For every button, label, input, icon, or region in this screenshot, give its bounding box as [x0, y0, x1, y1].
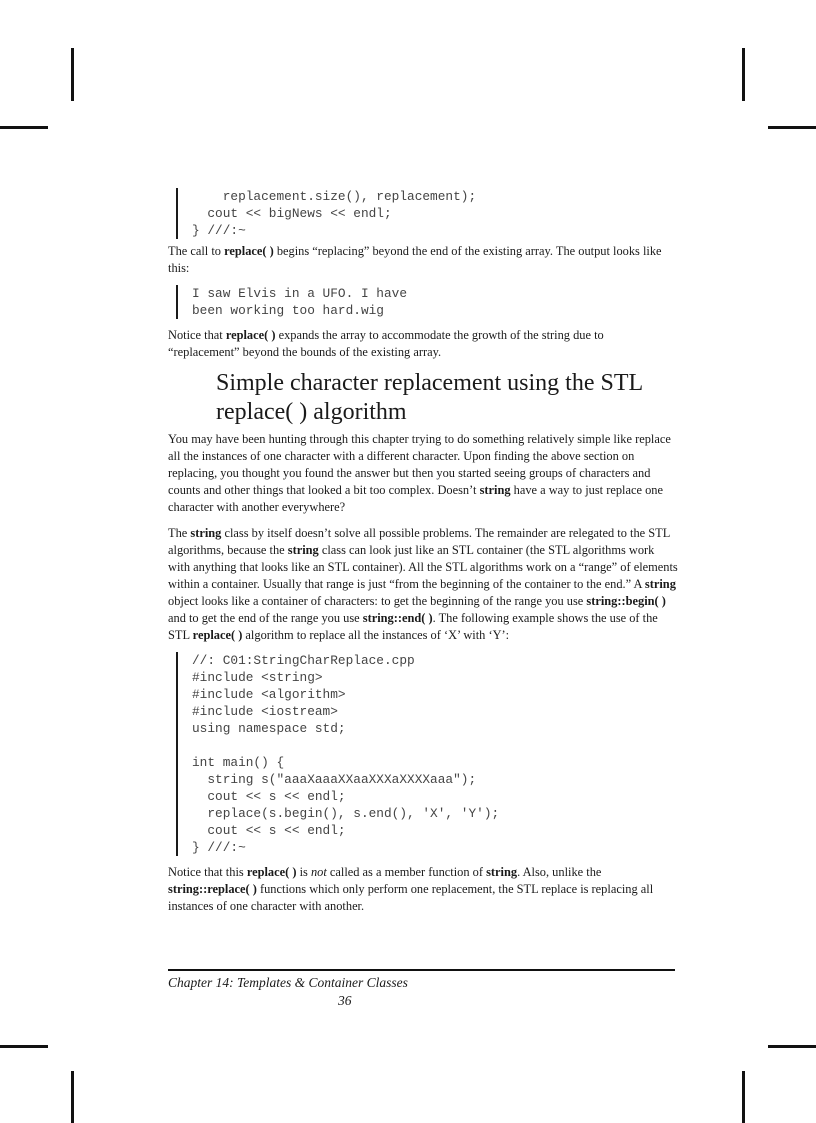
code-block-continuation: [176, 188, 678, 239]
code-line: } ///:~: [192, 223, 246, 238]
code-line: cout << s << endl;: [192, 789, 346, 804]
code-line: cout << s << endl;: [192, 823, 346, 838]
crop-mark-top-right-vertical: [742, 48, 745, 101]
footer-chapter-title: Chapter 14: Templates & Container Classes: [168, 975, 408, 990]
footer-page-number: 36: [338, 993, 352, 1008]
code-line: int main() {: [192, 755, 285, 770]
code-line: string s("aaaXaaaXXaaXXXaXXXXaaa");: [192, 772, 477, 787]
code-line-blank: [192, 737, 678, 754]
section-heading: Simple character replacement using the STL replace( ) algorithm: [216, 370, 643, 425]
page-content: [168, 188, 678, 915]
crop-mark-bottom-right-horizontal: [768, 1045, 816, 1048]
paragraph-replace-call: The call to replace( ) begins “replacing” beyond the end of the existing array. The output looks like this:: [168, 244, 662, 275]
crop-mark-top-right-horizontal: [768, 126, 816, 129]
output-line: I saw Elvis in a UFO. I have: [192, 286, 408, 301]
code-line: using namespace std;: [192, 721, 346, 736]
code-line: cout << bigNews << endl;: [192, 206, 392, 221]
crop-mark-top-left-horizontal: [0, 126, 48, 129]
crop-mark-bottom-left-vertical: [71, 1071, 74, 1123]
output-block: [176, 285, 678, 319]
page-footer: [168, 969, 675, 1008]
code-line: #include <algorithm>: [192, 687, 346, 702]
code-line: #include <string>: [192, 670, 323, 685]
code-block-string-char-replace: [176, 652, 678, 856]
crop-mark-top-left-vertical: [71, 48, 74, 101]
output-line: been working too hard.wig: [192, 303, 384, 318]
crop-mark-bottom-left-horizontal: [0, 1045, 48, 1048]
code-line: #include <iostream>: [192, 704, 338, 719]
code-line: replacement.size(), replacement);: [192, 189, 477, 204]
code-line: replace(s.begin(), s.end(), 'X', 'Y');: [192, 806, 500, 821]
paragraph-hunting: You may have been hunting through this chapter trying to do something relatively simple like replace all the instances of one character with a different character. Upon finding the above section on replacing, you thought you found the answer but then you started seeing groups of characters and counts and other things that looked a bit too complex. Doesn’t string have a way to just replace one character with another everywhere?: [168, 432, 671, 514]
paragraph-string-class: The string class by itself doesn’t solve all possible problems. The remainder are relegated to the STL algorithms, because the string class can look just like an STL container (the STL algorithms work with anything that looks like an STL container). All the STL algorithms work on a “range” of elements within a container. Usually that range is just “from the beginning of the container to the end.” A string object looks like a container of characters: to get the beginning of the range you use string::begin( ) and to get the end of the range you use string::end( ). The following example shows the use of the STL replace( ) algorithm to replace all the instances of ‘X’ with ‘Y’:: [168, 526, 678, 642]
code-line: } ///:~: [192, 840, 246, 855]
crop-mark-bottom-right-vertical: [742, 1071, 745, 1123]
paragraph-not-member: Notice that this replace( ) is not called as a member function of string. Also, unlike the string::replace( ) functions which only perform one replacement, the STL replace is replacing all instances of one character with another.: [168, 865, 654, 913]
code-line: //: C01:StringCharReplace.cpp: [192, 653, 415, 668]
paragraph-expands-array: Notice that replace( ) expands the array to accommodate the growth of the string due to “replacement” beyond the bounds of the existing array.: [168, 328, 604, 359]
